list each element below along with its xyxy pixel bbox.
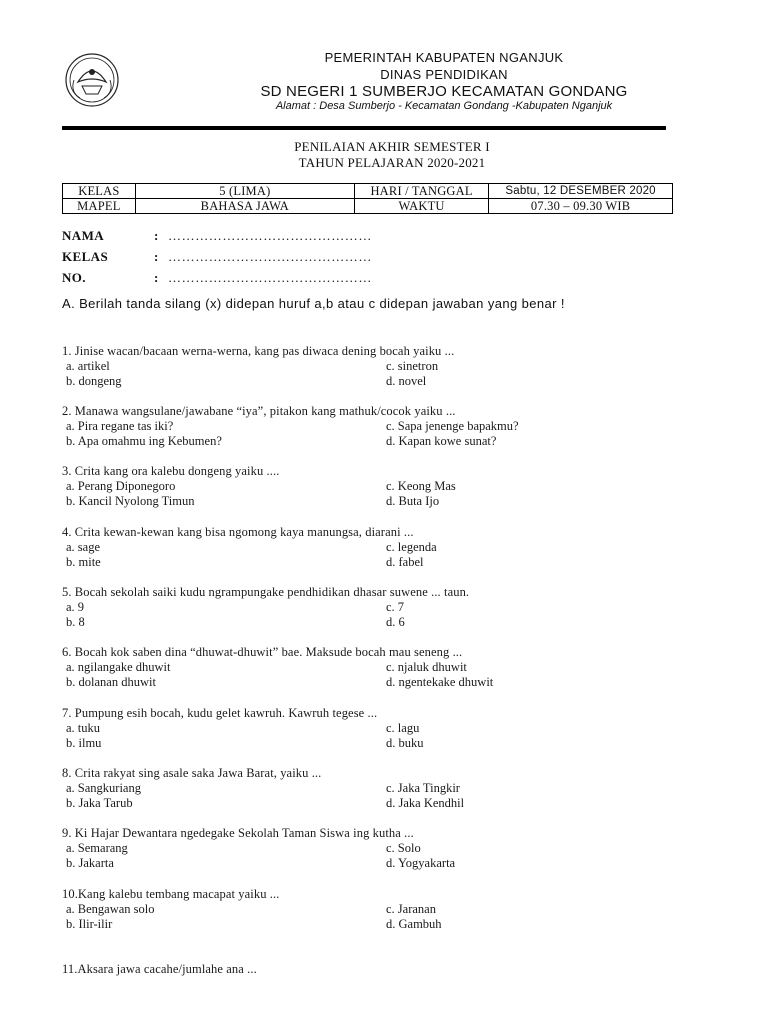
option-a[interactable]: a. Bengawan solo	[66, 902, 155, 916]
option-d[interactable]: d. Kapan kowe sunat?	[386, 434, 497, 448]
option-b[interactable]: b. mite	[66, 555, 101, 569]
no-label: NO.	[62, 270, 86, 285]
kelas-value: 5 (LIMA)	[135, 184, 354, 199]
option-b[interactable]: b. ilmu	[66, 736, 102, 750]
no-blank[interactable]: ………………………………………	[168, 270, 372, 285]
option-c[interactable]: c. sinetron	[386, 359, 439, 373]
option-a[interactable]: a. Semarang	[66, 841, 128, 855]
kelas-blank[interactable]: ………………………………………	[168, 249, 372, 264]
waktu-label: WAKTU	[354, 199, 488, 214]
option-b[interactable]: b. dongeng	[66, 374, 122, 388]
option-d[interactable]: d. Jaka Kendhil	[386, 796, 465, 810]
option-a[interactable]: a. artikel	[66, 359, 110, 373]
question-stem: 9. Ki Hajar Dewantara ngedegake Sekolah Taman Siswa ing kutha ...	[62, 826, 414, 840]
question-stem: 5. Bocah sekolah saiki kudu ngrampungake pendhidikan dhasar suwene ... taun.	[62, 585, 470, 599]
question-4	[62, 525, 702, 570]
option-c[interactable]: c. lagu	[386, 721, 420, 735]
option-b[interactable]: b. Kancil Nyolong Timun	[66, 494, 195, 508]
question-8	[62, 766, 702, 811]
option-d[interactable]: d. ngentekake dhuwit	[386, 675, 494, 689]
exam-year: TAHUN PELAJARAN 2020-2021	[298, 155, 486, 170]
question-2	[62, 404, 702, 449]
waktu-value: 07.30 – 09.30 WIB	[489, 199, 673, 214]
option-d[interactable]: d. 6	[386, 615, 405, 629]
header-department: DINAS PENDIDIKAN	[380, 67, 508, 82]
option-d[interactable]: d. Gambuh	[386, 917, 442, 931]
question-stem: 11.Aksara jawa cacahe/jumlahe ana ...	[62, 962, 257, 976]
option-c[interactable]: c. legenda	[386, 540, 437, 554]
option-d[interactable]: d. novel	[386, 374, 427, 388]
header-government: PEMERINTAH KABUPATEN NGANJUK	[324, 50, 564, 65]
option-a[interactable]: a. 9	[66, 600, 85, 614]
question-11	[62, 962, 702, 977]
kelas-field-label: KELAS	[62, 249, 109, 264]
mapel-label: MAPEL	[63, 199, 136, 214]
option-a[interactable]: a. Perang Diponegoro	[66, 479, 176, 493]
nama-label: NAMA	[62, 228, 105, 243]
question-stem: 1. Jinise wacan/bacaan werna-werna, kang pas diwaca dening bocah yaiku ...	[62, 344, 455, 358]
option-d[interactable]: d. Buta Ijo	[386, 494, 440, 508]
question-stem: 3. Crita kang ora kalebu dongeng yaiku ....	[62, 464, 280, 478]
header-address: Alamat : Desa Sumberjo - Kecamatan Gondang -Kabupaten Nganjuk	[275, 100, 613, 112]
option-c[interactable]: c. Jaranan	[386, 902, 436, 916]
instruction: A. Berilah tanda silang (x) didepan huruf a,b atau c didepan jawaban yang benar !	[62, 296, 565, 311]
hari-label: HARI / TANGGAL	[354, 184, 488, 199]
question-stem: 8. Crita rakyat sing asale saka Jawa Barat, yaiku ...	[62, 766, 322, 780]
option-a[interactable]: a. Sangkuriang	[66, 781, 141, 795]
question-1	[62, 344, 702, 389]
option-b[interactable]: b. Jakarta	[66, 856, 114, 870]
option-b[interactable]: b. dolanan dhuwit	[66, 675, 156, 689]
question-stem: 4. Crita kewan-kewan kang bisa ngomong kaya manungsa, diarani ...	[62, 525, 414, 539]
question-6	[62, 645, 702, 690]
option-b[interactable]: b. Ilir-ilir	[66, 917, 113, 931]
hari-value: Sabtu, 12 DESEMBER 2020	[489, 184, 673, 199]
option-b[interactable]: b. Apa omahmu ing Kebumen?	[66, 434, 222, 448]
option-d[interactable]: d. Yogyakarta	[386, 856, 456, 870]
mapel-value: BAHASA JAWA	[135, 199, 354, 214]
option-a[interactable]: a. ngilangake dhuwit	[66, 660, 171, 674]
nama-blank[interactable]: ………………………………………	[168, 228, 372, 243]
option-c[interactable]: c. Jaka Tingkir	[386, 781, 460, 795]
question-3	[62, 464, 702, 509]
info-row-2	[63, 199, 673, 214]
kelas-label: KELAS	[63, 184, 136, 199]
nama-field[interactable]: NAMA : ………………………………………	[62, 228, 372, 243]
option-c[interactable]: c. njaluk dhuwit	[386, 660, 467, 674]
option-c[interactable]: c. 7	[386, 600, 405, 614]
option-a[interactable]: a. sage	[66, 540, 101, 554]
option-c[interactable]: c. Solo	[386, 841, 421, 855]
question-5	[62, 585, 702, 630]
option-c[interactable]: c. Sapa jenenge bapakmu?	[386, 419, 519, 433]
question-9	[62, 826, 702, 871]
exam-info-table	[62, 183, 673, 214]
option-a[interactable]: a. Pira regane tas iki?	[66, 419, 174, 433]
exam-title: PENILAIAN AKHIR SEMESTER I	[294, 139, 490, 154]
option-a[interactable]: a. tuku	[66, 721, 101, 735]
question-stem: 10.Kang kalebu tembang macapat yaiku ...	[62, 887, 280, 901]
option-d[interactable]: d. fabel	[386, 555, 424, 569]
info-row-1	[63, 184, 673, 199]
header-school-name: SD NEGERI 1 SUMBERJO KECAMATAN GONDANG	[260, 83, 628, 100]
question-7	[62, 706, 702, 751]
option-b[interactable]: b. 8	[66, 615, 85, 629]
question-stem: 7. Pumpung esih bocah, kudu gelet kawruh. Kawruh tegese ...	[62, 706, 378, 720]
header-divider	[62, 126, 666, 130]
question-stem: 6. Bocah kok saben dina “dhuwat-dhuwit” bae. Maksude bocah mau seneng ...	[62, 645, 463, 659]
option-d[interactable]: d. buku	[386, 736, 424, 750]
option-c[interactable]: c. Keong Mas	[386, 479, 456, 493]
option-b[interactable]: b. Jaka Tarub	[66, 796, 133, 810]
question-10	[62, 887, 702, 932]
question-stem: 2. Manawa wangsulane/jawabane “iya”, pitakon kang mathuk/cocok yaiku ...	[62, 404, 456, 418]
kelas-field[interactable]: KELAS : ………………………………………	[62, 249, 372, 264]
no-field[interactable]: NO. : ………………………………………	[62, 270, 372, 285]
